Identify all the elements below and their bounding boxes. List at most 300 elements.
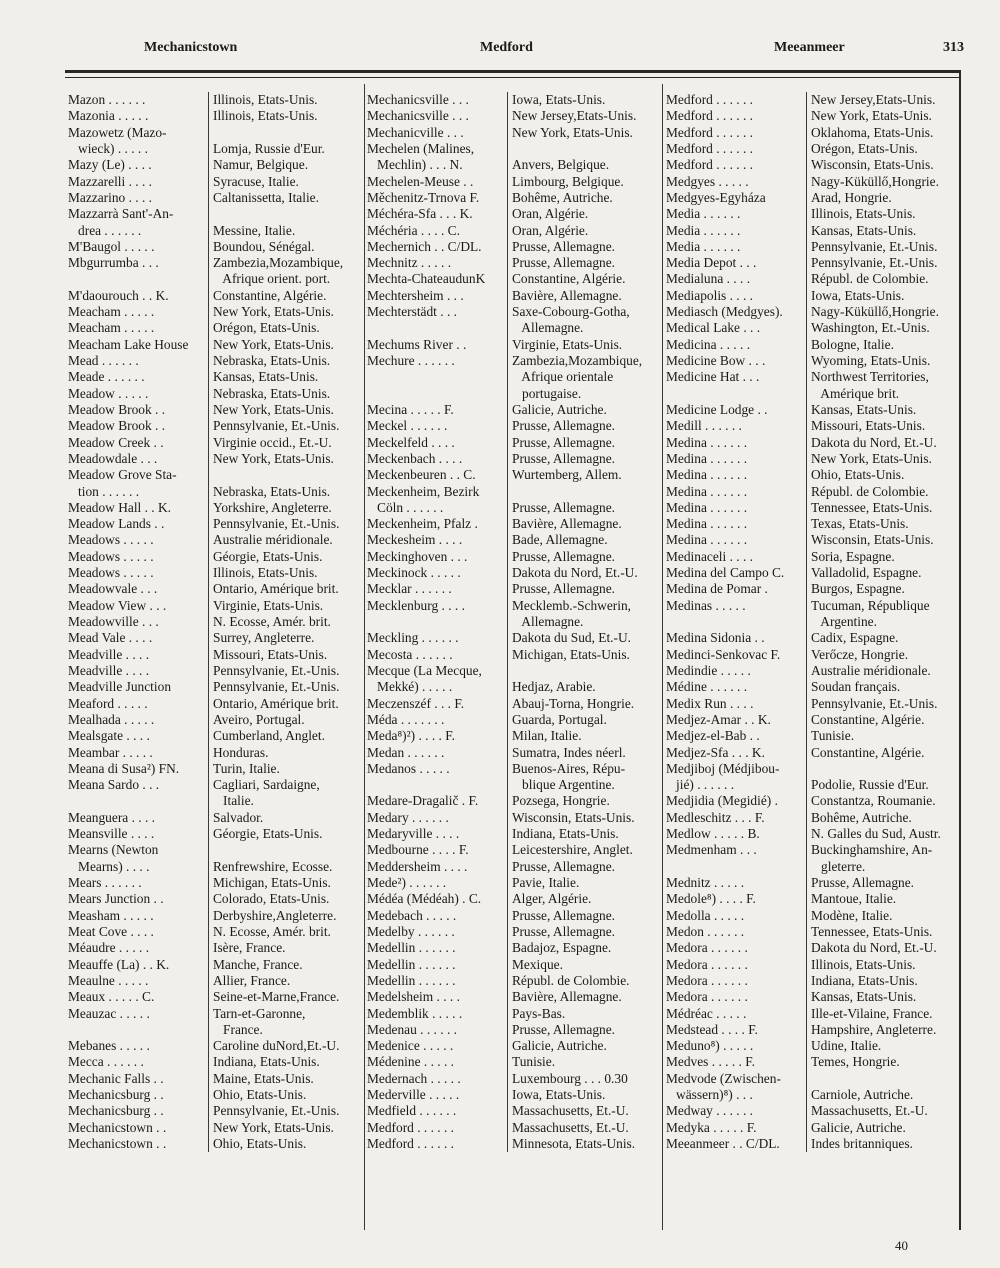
place-location: Seine-et-Marne,France.	[208, 989, 360, 1005]
place-name: Media . . . . . .	[666, 238, 741, 254]
place-name: Meckling . . . . . .	[367, 630, 459, 646]
place-name: jié) . . . . . .	[666, 777, 735, 793]
place-name: Medford . . . . . .	[367, 1136, 455, 1151]
gazetteer-entry	[666, 190, 958, 206]
gazetteer-entry	[68, 320, 360, 336]
place-name: wieck) . . . . .	[68, 140, 148, 156]
place-location: Bohême, Autriche.	[507, 190, 659, 206]
place-name: Mears . . . . . .	[68, 875, 142, 890]
place-location: Amérique brit.	[806, 386, 958, 402]
place-location: Abauj-Torna, Hongrie.	[507, 696, 659, 712]
header-last-entry: Meeanmeer	[774, 40, 845, 55]
gazetteer-column-1	[68, 92, 360, 1152]
place-location: Colorado, Etats-Unis.	[208, 891, 360, 907]
gazetteer-entry	[367, 157, 659, 173]
place-name: Meadow Brook . .	[68, 401, 166, 417]
gazetteer-entry	[666, 989, 958, 1005]
place-location: Massachusetts, Et.-U.	[806, 1103, 958, 1119]
place-location: Milan, Italie.	[507, 728, 659, 744]
gazetteer-entry	[367, 418, 659, 434]
place-name: Mecklenburg . . . .	[367, 597, 465, 613]
gazetteer-entry	[68, 614, 360, 630]
place-name: Meadville Junction	[68, 679, 172, 695]
gazetteer-entry	[666, 957, 958, 973]
place-location: Géorgie, Etats-Unis.	[208, 826, 360, 842]
place-name: Médenine . . . . .	[367, 1054, 455, 1070]
gazetteer-entry	[666, 206, 958, 222]
place-name: Medemblik . . . . .	[367, 1005, 463, 1021]
place-location: Mantoue, Italie.	[806, 891, 958, 907]
place-location: Boundou, Sénégal.	[208, 239, 360, 255]
place-location: Tennessee, Etats-Unis.	[806, 924, 958, 940]
place-location: Wisconsin, Etats-Unis.	[806, 532, 958, 548]
gazetteer-entry	[666, 1022, 958, 1038]
place-location: Pennsylvanie, Et.-Unis.	[208, 663, 360, 679]
gazetteer-entry	[68, 549, 360, 565]
place-location: Pavie, Italie.	[507, 875, 659, 891]
gazetteer-entry	[666, 581, 958, 597]
place-name: Mechlin) . . . N.	[367, 157, 463, 173]
gazetteer-entry	[367, 777, 659, 793]
place-location: Massachusetts, Et.-U.	[507, 1120, 659, 1136]
place-location: Namur, Belgique.	[208, 157, 360, 173]
place-name: tion . . . . . .	[68, 483, 140, 499]
place-location	[806, 1071, 958, 1087]
place-location: Bavière, Allemagne.	[507, 288, 659, 304]
gazetteer-entry	[666, 304, 958, 320]
place-location: Kansas, Etats-Unis.	[208, 369, 360, 385]
place-location: Prusse, Allemagne.	[507, 924, 659, 940]
place-location: Ontario, Amérique brit.	[208, 696, 360, 712]
place-location: Tunisie.	[806, 728, 958, 744]
gazetteer-entry	[666, 108, 958, 124]
place-name: Medgyes-Egyháza	[666, 189, 766, 205]
place-location: Iowa, Etats-Unis.	[507, 1087, 659, 1103]
place-name: Medora . . . . . .	[666, 972, 748, 988]
place-location: Virginie occid., Et.-U.	[208, 435, 360, 451]
place-location: Messine, Italie.	[208, 223, 360, 239]
place-name: Mechanicstown . .	[68, 1136, 167, 1151]
place-location: New York, Etats-Unis.	[208, 304, 360, 320]
place-name: Medina . . . . . .	[666, 434, 748, 450]
gazetteer-entry	[367, 565, 659, 581]
gazetteer-entry	[68, 125, 360, 141]
place-location: Afrique orientale	[507, 369, 659, 385]
place-location: Soudan français.	[806, 679, 958, 695]
place-name: Meadow Lands . .	[68, 516, 165, 532]
place-location: Australie méridionale.	[208, 532, 360, 548]
place-location: Tucuman, République	[806, 598, 958, 614]
gazetteer-entry	[68, 386, 360, 402]
gazetteer-entry	[367, 793, 659, 809]
gazetteer-entry	[666, 549, 958, 565]
place-location: Hampshire, Angleterre.	[806, 1022, 958, 1038]
place-name: Meambar . . . . .	[68, 744, 153, 760]
place-location: New York, Etats-Unis.	[806, 451, 958, 467]
gazetteer-entry	[367, 337, 659, 353]
gazetteer-entry	[68, 157, 360, 173]
gazetteer-entry	[666, 826, 958, 842]
place-location: Dakota du Nord, Et.-U.	[806, 940, 958, 956]
place-location: Zambezia,Mozambique,	[208, 255, 360, 271]
gazetteer-entry	[68, 875, 360, 891]
gazetteer-entry	[367, 271, 659, 287]
place-name: Mechanic Falls . .	[68, 1070, 164, 1086]
place-name: Medina Sidonia . .	[666, 630, 765, 646]
place-name: Mechernich . . C/DL.	[367, 238, 482, 254]
place-name: Mazzarelli . . . .	[68, 173, 153, 189]
place-location: Constantine, Algérie.	[806, 745, 958, 761]
place-name: Mechanicville . . .	[367, 124, 464, 140]
gazetteer-entry	[68, 957, 360, 973]
gazetteer-entry	[666, 630, 958, 646]
place-location: Ohio, Etats-Unis.	[208, 1136, 360, 1152]
gazetteer-entry	[666, 337, 958, 353]
place-location: Kansas, Etats-Unis.	[806, 402, 958, 418]
place-name: Meadow View . . .	[68, 597, 167, 613]
place-name: Mecca . . . . . .	[68, 1054, 144, 1070]
place-name: Mede²) . . . . . .	[367, 875, 447, 890]
place-name: Medford . . . . . .	[666, 140, 754, 156]
place-name: Medaryville . . . .	[367, 826, 460, 842]
place-name: Mears Junction . .	[68, 891, 164, 907]
gazetteer-entry	[367, 435, 659, 451]
gazetteer-column-3	[666, 92, 958, 1152]
gazetteer-entry	[666, 1006, 958, 1022]
gazetteer-entry	[666, 288, 958, 304]
column-divider	[364, 84, 365, 1230]
place-name: Media . . . . . .	[666, 206, 741, 222]
gazetteer-entry	[666, 418, 958, 434]
place-location: Illinois, Etats-Unis.	[806, 206, 958, 222]
place-name: Méchéra-Sfa . . . K.	[367, 206, 473, 222]
place-name: Medole⁸) . . . . F.	[666, 891, 756, 907]
place-location: Indiana, Etats-Unis.	[208, 1054, 360, 1070]
gazetteer-entry	[666, 516, 958, 532]
place-location: Constantine, Algérie.	[208, 288, 360, 304]
gazetteer-entry	[666, 647, 958, 663]
place-name: wässern)⁸) . . .	[666, 1087, 753, 1103]
place-name: Mechanicsburg . .	[68, 1087, 164, 1103]
gazetteer-entry	[666, 320, 958, 336]
gazetteer-entry	[367, 1103, 659, 1119]
place-name: Medjidia (Megidié) .	[666, 793, 778, 809]
place-location: Salvador.	[208, 810, 360, 826]
place-location: Kansas, Etats-Unis.	[806, 989, 958, 1005]
gazetteer-entry	[367, 810, 659, 826]
gazetteer-entry	[68, 761, 360, 777]
gazetteer-entry	[68, 908, 360, 924]
place-location: Prusse, Allemagne.	[806, 875, 958, 891]
place-name: Medina . . . . . .	[666, 499, 748, 515]
place-name: Mazy (Le) . . . .	[68, 157, 152, 173]
place-name: Mechta-ChateaudunK	[367, 271, 486, 287]
place-location: Renfrewshire, Ecosse.	[208, 859, 360, 875]
gazetteer-entry	[367, 581, 659, 597]
gazetteer-entry	[367, 1038, 659, 1054]
place-location: Wisconsin, Etats-Unis.	[806, 157, 958, 173]
gazetteer-entry	[666, 842, 958, 858]
gazetteer-entry	[367, 614, 659, 630]
place-location: Prusse, Allemagne.	[507, 581, 659, 597]
header-middle-entry: Medford	[480, 40, 533, 55]
place-location: Maine, Etats-Unis.	[208, 1071, 360, 1087]
place-location: Wurtemberg, Allem.	[507, 467, 659, 483]
place-location: Iowa, Etats-Unis.	[507, 92, 659, 108]
place-location: Lomja, Russie d'Eur.	[208, 141, 360, 157]
gazetteer-entry	[68, 1103, 360, 1119]
place-location: Valladolid, Espagne.	[806, 565, 958, 581]
gazetteer-entry	[367, 908, 659, 924]
place-name: Medford . . . . . .	[367, 1119, 455, 1135]
place-name: Medare-Dragalič . F.	[367, 793, 479, 809]
gazetteer-entry	[68, 337, 360, 353]
place-location: Galicie, Autriche.	[507, 402, 659, 418]
place-name: Méda . . . . . . .	[367, 711, 445, 727]
place-location: Cumberland, Anglet.	[208, 728, 360, 744]
place-location: Bavière, Allemagne.	[507, 516, 659, 532]
place-location: blique Argentine.	[507, 777, 659, 793]
place-name: Mediapolis . . . .	[666, 287, 754, 303]
gazetteer-entry	[68, 842, 360, 858]
place-location: Caltanissetta, Italie.	[208, 190, 360, 206]
place-name: Medina . . . . . .	[666, 483, 748, 499]
gazetteer-column-2	[367, 92, 659, 1152]
place-location: Argentine.	[806, 614, 958, 630]
place-name: Medleschitz . . . F.	[666, 809, 765, 825]
gazetteer-entry	[367, 549, 659, 565]
place-name: Medon . . . . . .	[666, 923, 745, 939]
gazetteer-entry	[367, 891, 659, 907]
gazetteer-entry	[666, 500, 958, 516]
gazetteer-entry	[666, 386, 958, 402]
column-divider	[662, 84, 663, 1230]
place-name: Meat Cove . . . .	[68, 923, 154, 939]
place-name: Meckelfeld . . . .	[367, 434, 455, 450]
place-location: Buckinghamshire, An-	[806, 842, 958, 858]
page-number: 313	[943, 40, 964, 55]
place-location: Wisconsin, Etats-Unis.	[507, 810, 659, 826]
place-location: Zambezia,Mozambique,	[507, 353, 659, 369]
gazetteer-entry	[367, 304, 659, 320]
place-name: Meczenszéf . . . F.	[367, 695, 465, 711]
place-name: Mazowetz (Mazo-	[68, 124, 167, 140]
place-name: Medina . . . . . .	[666, 516, 748, 532]
gazetteer-entry	[666, 745, 958, 761]
place-name: Medgyes . . . . .	[666, 173, 749, 189]
place-location: Bavière, Allemagne.	[507, 989, 659, 1005]
place-location: N. Ecosse, Amér. brit.	[208, 924, 360, 940]
place-name: Meda⁸)²) . . . . F.	[367, 728, 455, 744]
place-name: Meaulne . . . . .	[68, 972, 149, 988]
place-location: Temes, Hongrie.	[806, 1054, 958, 1070]
place-location: Northwest Territories,	[806, 369, 958, 385]
gazetteer-entry	[68, 859, 360, 875]
gazetteer-entry	[666, 924, 958, 940]
place-location: Prusse, Allemagne.	[507, 859, 659, 875]
place-location: Virginie, Etats-Unis.	[507, 337, 659, 353]
place-name: Mechums River . .	[367, 336, 467, 352]
place-name: Meadow . . . . .	[68, 385, 149, 401]
place-location: Pennsylvanie, Et.-Unis.	[208, 516, 360, 532]
gazetteer-entry	[68, 777, 360, 793]
gazetteer-entry	[666, 92, 958, 108]
place-name: Media . . . . . .	[666, 222, 741, 238]
place-name	[367, 386, 507, 402]
place-location: Allier, France.	[208, 973, 360, 989]
gazetteer-entry	[666, 712, 958, 728]
place-name: Meauzac . . . . .	[68, 1005, 150, 1021]
gazetteer-entry	[666, 728, 958, 744]
place-location: Australie méridionale.	[806, 663, 958, 679]
place-location: Michigan, Etats-Unis.	[208, 875, 360, 891]
gazetteer-entry	[367, 842, 659, 858]
place-name: Mealhada . . . . .	[68, 711, 155, 727]
gazetteer-entry	[367, 320, 659, 336]
place-name: Medebach . . . . .	[367, 907, 457, 923]
place-location: Tennessee, Etats-Unis.	[806, 500, 958, 516]
place-location: Nebraska, Etats-Unis.	[208, 484, 360, 500]
gazetteer-entry	[666, 1103, 958, 1119]
gazetteer-entry	[68, 435, 360, 451]
gazetteer-entry	[666, 777, 958, 793]
place-name: Meddersheim . . . .	[367, 858, 468, 874]
place-name: Mechnitz . . . . .	[367, 255, 452, 271]
place-location: Indiana, Etats-Unis.	[806, 973, 958, 989]
place-location: Constantza, Roumanie.	[806, 793, 958, 809]
place-name: Mediasch (Medgyes).	[666, 304, 783, 320]
gazetteer-entry	[666, 467, 958, 483]
place-name: M'Baugol . . . . .	[68, 238, 155, 254]
gazetteer-entry	[666, 1038, 958, 1054]
place-name	[367, 369, 507, 385]
place-name: Mecklar . . . . . .	[367, 581, 452, 597]
place-name: Medialuna . . . .	[666, 271, 751, 287]
place-name: Meadville . . . .	[68, 646, 150, 662]
place-location: Cadix, Espagne.	[806, 630, 958, 646]
place-name: Meadows . . . . .	[68, 548, 154, 564]
gazetteer-entry	[666, 810, 958, 826]
gazetteer-entry	[666, 369, 958, 385]
place-location: Ohio, Etats-Unis.	[806, 467, 958, 483]
gazetteer-entry	[367, 728, 659, 744]
place-location: Ohio, Etats-Unis.	[208, 1087, 360, 1103]
place-location: Républ. de Colombie.	[507, 973, 659, 989]
gazetteer-entry	[666, 484, 958, 500]
place-name	[68, 793, 208, 809]
place-name: Medora . . . . . .	[666, 940, 748, 956]
gazetteer-entry	[666, 125, 958, 141]
place-name: Meadow Brook . .	[68, 418, 166, 434]
place-location: Pennsylvanie, Et.-Unis.	[208, 679, 360, 695]
gazetteer-entry	[367, 206, 659, 222]
place-name: Medellin . . . . . .	[367, 972, 456, 988]
place-location	[208, 842, 360, 858]
place-name: Meana di Susa²) FN.	[68, 760, 180, 776]
place-location: Tarn-et-Garonne,	[208, 1006, 360, 1022]
gazetteer-entry	[68, 1071, 360, 1087]
place-location	[507, 484, 659, 500]
gazetteer-entry	[68, 369, 360, 385]
gazetteer-entry	[68, 810, 360, 826]
place-location: New York, Etats-Unis.	[208, 451, 360, 467]
gazetteer-entry	[68, 402, 360, 418]
gazetteer-entry	[367, 989, 659, 1005]
place-name: Medill . . . . . .	[666, 418, 742, 434]
place-location: Wyoming, Etats-Unis.	[806, 353, 958, 369]
place-name: Meadows . . . . .	[68, 532, 154, 548]
place-location: Missouri, Etats-Unis.	[208, 647, 360, 663]
place-location: Oran, Algérie.	[507, 206, 659, 222]
place-name: Medjez-Sfa . . . K.	[666, 744, 765, 760]
place-location: Nagy-Küküllő,Hongrie.	[806, 304, 958, 320]
place-name: Medjez-Amar . . K.	[666, 711, 771, 727]
place-name: Medina del Campo C.	[666, 565, 785, 581]
place-name: Médéa (Médéah) . C.	[367, 891, 482, 907]
place-name: Medina . . . . . .	[666, 532, 748, 548]
place-name: Mechelen-Meuse . .	[367, 173, 474, 189]
place-location: Luxembourg . . . 0.30	[507, 1071, 659, 1087]
place-name: Meadowville . . .	[68, 614, 159, 629]
gazetteer-entry	[367, 141, 659, 157]
place-name: drea . . . . . .	[68, 222, 142, 238]
gazetteer-entry	[68, 190, 360, 206]
gazetteer-entry	[666, 255, 958, 271]
gazetteer-entry	[68, 630, 360, 646]
place-name: Meadville . . . .	[68, 662, 150, 678]
place-location: Pennsylvanie, Et.-Unis.	[806, 696, 958, 712]
gazetteer-entry	[666, 239, 958, 255]
place-location: Isère, France.	[208, 940, 360, 956]
place-name: Meacham Lake House	[68, 336, 189, 352]
place-name	[68, 271, 208, 287]
gazetteer-entry	[367, 1054, 659, 1070]
place-name: Mead . . . . . .	[68, 353, 139, 368]
place-name: Meaux . . . . . C.	[68, 989, 155, 1005]
place-name: Meaford . . . . .	[68, 695, 148, 711]
gazetteer-entry	[367, 369, 659, 385]
place-location: Constantine, Algérie.	[507, 271, 659, 287]
place-name: Medway . . . . . .	[666, 1103, 754, 1119]
place-location: Indes britanniques.	[806, 1136, 958, 1152]
place-name: Mekké) . . . . .	[367, 679, 453, 695]
place-name: Meckenheim, Bezirk	[367, 483, 480, 499]
gazetteer-entry	[68, 108, 360, 124]
gazetteer-entry	[666, 614, 958, 630]
gazetteer-entry	[666, 1087, 958, 1103]
place-name: Measham . . . . .	[68, 907, 154, 923]
place-location: Allemagne.	[507, 320, 659, 336]
gazetteer-entry	[367, 598, 659, 614]
place-name: Meeanmeer . . C/DL.	[666, 1136, 780, 1151]
place-name: Medicina . . . . .	[666, 336, 751, 352]
place-location: Kansas, Etats-Unis.	[806, 223, 958, 239]
place-name: Medford . . . . . .	[666, 157, 754, 173]
gazetteer-entry	[68, 304, 360, 320]
place-location: Saxe-Cobourg-Gotha,	[507, 304, 659, 320]
place-name: Méaudre . . . . .	[68, 940, 150, 956]
place-name: Meadow Grove Sta-	[68, 467, 177, 483]
gazetteer-entry	[666, 157, 958, 173]
place-location: Iowa, Etats-Unis.	[806, 288, 958, 304]
place-location: Nebraska, Etats-Unis.	[208, 386, 360, 402]
place-name: Médréac . . . . .	[666, 1005, 747, 1021]
gazetteer-entry	[367, 190, 659, 206]
place-name: Meckesheim . . . .	[367, 532, 463, 548]
place-name: Meacham . . . . .	[68, 304, 155, 320]
place-name: Medina . . . . . .	[666, 450, 748, 466]
gazetteer-entry	[68, 696, 360, 712]
